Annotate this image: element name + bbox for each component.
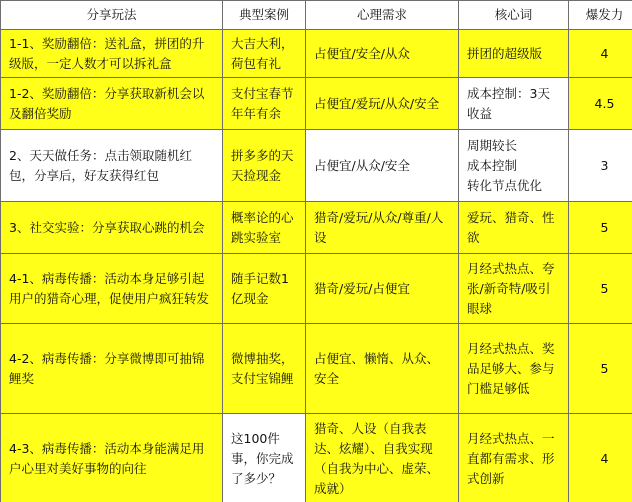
cell-case: 大吉大利，荷包有礼 <box>223 30 306 78</box>
table-row <box>1 324 632 414</box>
cell-score: 4.5 <box>569 78 632 130</box>
cell-case: 随手记数1亿现金 <box>223 254 306 324</box>
cell-keyword: 爱玩、猎奇、性欲 <box>459 202 569 254</box>
cell-keyword: 月经式热点、一直都有需求、形式创新 <box>459 414 569 502</box>
cell-play: 1-2、奖励翻倍：分享获取新机会以及翻倍奖励 <box>1 78 223 130</box>
cell-need: 占便宜/从众/安全 <box>306 130 459 202</box>
cell-need: 猎奇、人设（自我表达、炫耀）、自我实现（自我为中心、虚荣、成就） <box>306 414 459 502</box>
table-row <box>1 78 632 130</box>
table-row <box>1 30 632 78</box>
table-row <box>1 414 632 502</box>
cell-play: 4-1、病毒传播：活动本身足够引起用户的猎奇心理，促使用户疯狂转发 <box>1 254 223 324</box>
cell-keyword: 周期较长 成本控制 转化节点优化 <box>459 130 569 202</box>
cell-keyword: 拼团的超级版 <box>459 30 569 78</box>
cell-need: 占便宜/爱玩/从众/安全 <box>306 78 459 130</box>
cell-play: 3、社交实验：分享获取心跳的机会 <box>1 202 223 254</box>
cell-need: 占便宜、懒惰、从众、安全 <box>306 324 459 414</box>
header-keyword: 核心词 <box>459 1 569 30</box>
cell-score: 5 <box>569 324 632 414</box>
cell-case: 拼多多的天天捡现金 <box>223 130 306 202</box>
cell-score: 5 <box>569 254 632 324</box>
cell-keyword: 成本控制：3天收益 <box>459 78 569 130</box>
cell-need: 占便宜/安全/从众 <box>306 30 459 78</box>
cell-case: 这100件事，你完成了多少？ <box>223 414 306 502</box>
cell-score: 5 <box>569 202 632 254</box>
table-row <box>1 202 632 254</box>
cell-need: 猎奇/爱玩/占便宜 <box>306 254 459 324</box>
cell-play: 4-2、病毒传播：分享微博即可抽锦鲤奖 <box>1 324 223 414</box>
cell-case: 概率论的心跳实验室 <box>223 202 306 254</box>
cell-case: 支付宝春节年年有余 <box>223 78 306 130</box>
header-case: 典型案例 <box>223 1 306 30</box>
cell-play: 1-1、奖励翻倍：送礼盒，拼团的升级版，一定人数才可以拆礼盒 <box>1 30 223 78</box>
header-score: 爆发力 <box>569 1 632 30</box>
table-header-row <box>1 1 632 30</box>
cell-keyword: 月经式热点、奖品足够大、参与门槛足够低 <box>459 324 569 414</box>
table-row <box>1 130 632 202</box>
cell-need: 猎奇/爱玩/从众/尊重/人设 <box>306 202 459 254</box>
header-need: 心理需求 <box>306 1 459 30</box>
cell-score: 4 <box>569 414 632 502</box>
cell-play: 2、天天做任务：点击领取随机红包，分享后，好友获得红包 <box>1 130 223 202</box>
cell-score: 4 <box>569 30 632 78</box>
cell-keyword: 月经式热点、夸张/新奇特/吸引眼球 <box>459 254 569 324</box>
table-row <box>1 254 632 324</box>
cell-case: 微博抽奖，支付宝锦鲤 <box>223 324 306 414</box>
header-play: 分享玩法 <box>1 1 223 30</box>
cell-play: 4-3、病毒传播：活动本身能满足用户心里对美好事物的向往 <box>1 414 223 502</box>
cell-score: 3 <box>569 130 632 202</box>
